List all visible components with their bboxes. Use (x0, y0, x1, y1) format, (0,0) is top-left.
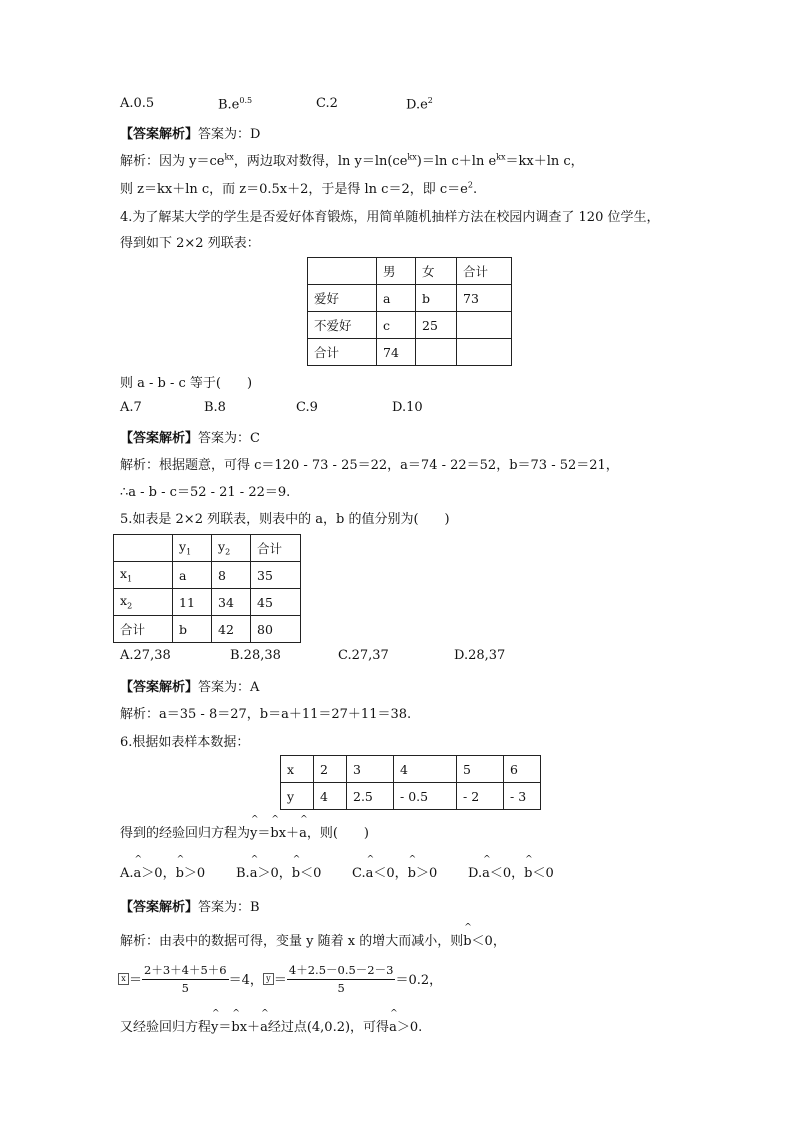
table-cell: 5 (457, 756, 504, 783)
table-cell: 45 (251, 589, 301, 616)
q3-answer: 【答案解析】答案为：D (120, 127, 261, 142)
table-cell: 25 (416, 312, 457, 339)
table-row (114, 562, 301, 589)
q6-solution-line3: 又经验回归方程^ y＝^ bx＋^ a经过点(4,0.2)，可得^ a＞0. (120, 1016, 422, 1035)
table-cell: a (377, 285, 416, 312)
x-bar-placeholder-icon: x (118, 973, 129, 985)
y-bar-placeholder-icon: y (263, 973, 274, 985)
q5-stem: 5.如表是 2×2 列联表，则表中的 a，b 的值分别为( ) (120, 512, 450, 527)
table-cell: c (377, 312, 416, 339)
q3-option-d: $D.e^2$ (406, 96, 433, 113)
q4-contingency-table (307, 257, 512, 366)
q3-option-b: $B.e^{0.5}$ (218, 96, 253, 113)
q6-answer: 【答案解析】答案为：B (120, 900, 260, 915)
table-cell: 合计 (114, 616, 173, 643)
table-row (281, 783, 541, 810)
table-cell: 女 (416, 258, 457, 285)
q5-option-c: C.27,37 (338, 648, 389, 663)
q6-question: 得到的经验回归方程为^ y＝^ bx＋^ a，则( ) (120, 822, 369, 841)
table-row (114, 616, 301, 643)
table-cell (308, 258, 377, 285)
table-cell: 2.5 (347, 783, 394, 810)
q6-solution-line1: 解析：由表中的数据可得，变量 y 随着 x 的增大而减小，则^ b＜0， (120, 930, 506, 949)
q6-option-a: A.^ a＞0，^ b＞0 (120, 862, 205, 881)
table-cell: $x_1$ (114, 562, 173, 589)
table-cell: $x_2$ (114, 589, 173, 616)
q4-solution-line2: ∴a - b - c＝52 - 21 - 22＝9. (120, 485, 291, 500)
table-row (308, 312, 512, 339)
table-cell: 73 (457, 285, 512, 312)
table-cell: 3 (347, 756, 394, 783)
q4-stem-line2: 得到如下 2×2 列联表： (120, 236, 260, 251)
table-cell: 34 (212, 589, 251, 616)
table-cell (457, 339, 512, 366)
q4-option-b: B.8 (204, 400, 226, 415)
fraction-x-mean: $\frac{2+3+4+5+6}{5}$ (144, 963, 227, 995)
table-row (308, 258, 512, 285)
q5-option-d: D.28,37 (454, 648, 506, 663)
q4-option-a: A.7 (120, 400, 142, 415)
q4-stem-line1: 4.为了解某大学的学生是否爱好体育锻炼，用简单随机抽样方法在校园内调查了 120 位学生， (120, 210, 660, 225)
q5-solution: 解析：a＝35 - 8＝27，b＝a＋11＝27＋11＝38. (120, 707, 412, 722)
q6-solution-line2: x ＝ $\frac{2+3+4+5+6}{5}$ ＝4， y ＝ $\frac{4+2.5-0.5-2-3}{5}$ ＝0.2， (118, 962, 442, 995)
q4-option-d: D.10 (392, 400, 423, 415)
q4-answer: 【答案解析】答案为：C (120, 431, 260, 446)
fraction-y-mean: $\frac{4+2.5-0.5-2-3}{5}$ (288, 963, 394, 995)
table-cell (416, 339, 457, 366)
q6-sample-table (280, 755, 541, 810)
q6-option-b: B.^ a＞0，^ b＜0 (236, 862, 321, 881)
table-cell: x (281, 756, 314, 783)
table-cell (114, 535, 173, 562)
table-cell: 8 (212, 562, 251, 589)
q6-stem: 6.根据如表样本数据： (120, 735, 250, 750)
table-cell: 4 (314, 783, 347, 810)
table-cell: - 0.5 (394, 783, 457, 810)
q6-option-d: D.^ a＜0，^ b＜0 (468, 862, 554, 881)
q5-option-b: B.28,38 (230, 648, 281, 663)
table-cell: 42 (212, 616, 251, 643)
table-cell: 6 (504, 756, 541, 783)
q4-question: 则 a - b - c 等于( ) (120, 376, 253, 391)
q3-option-a: A.0.5 (120, 96, 155, 111)
q5-answer: 【答案解析】答案为：A (120, 680, 260, 695)
table-cell: 35 (251, 562, 301, 589)
q5-option-a: A.27,38 (120, 648, 171, 663)
table-cell: - 3 (504, 783, 541, 810)
table-row (114, 535, 301, 562)
q3-option-c: C.2 (316, 96, 338, 111)
table-cell: 合计 (308, 339, 377, 366)
table-cell: 74 (377, 339, 416, 366)
table-cell: 4 (394, 756, 457, 783)
q4-solution-line1: 解析：根据题意，可得 c＝120 - 73 - 25＝22，a＝74 - 22＝52，b＝73 - 52＝21， (120, 458, 619, 473)
table-row (114, 589, 301, 616)
q3-solution-line1: 解析：因为 $y=ce^{kx}$，两边取对数得，$\ln y=\ln(ce^{kx})=\ln$ c＋ln $e^{kx}=kx+\ln$ c， (120, 152, 584, 169)
table-cell: 合计 (457, 258, 512, 285)
q3-solution-line2: 则 z＝kx＋ln c，而 z＝0.5x＋2，于是得 ln c＝2，即 $c=e^2$. (120, 180, 478, 197)
table-row (281, 756, 541, 783)
q5-contingency-table (113, 534, 301, 643)
table-cell: b (416, 285, 457, 312)
table-cell: 合计 (251, 535, 301, 562)
table-cell: - 2 (457, 783, 504, 810)
table-cell: b (173, 616, 212, 643)
table-cell: y (281, 783, 314, 810)
table-cell: a (173, 562, 212, 589)
table-cell: 男 (377, 258, 416, 285)
table-row (308, 285, 512, 312)
table-cell: 11 (173, 589, 212, 616)
table-cell: 2 (314, 756, 347, 783)
table-cell: 80 (251, 616, 301, 643)
table-cell: $y_2$ (212, 535, 251, 562)
table-cell: $y_1$ (173, 535, 212, 562)
table-row (308, 339, 512, 366)
table-cell: 不爱好 (308, 312, 377, 339)
table-cell: 爱好 (308, 285, 377, 312)
q6-option-c: C.^ a＜0，^ b＞0 (352, 862, 437, 881)
table-cell (457, 312, 512, 339)
q4-option-c: C.9 (296, 400, 318, 415)
